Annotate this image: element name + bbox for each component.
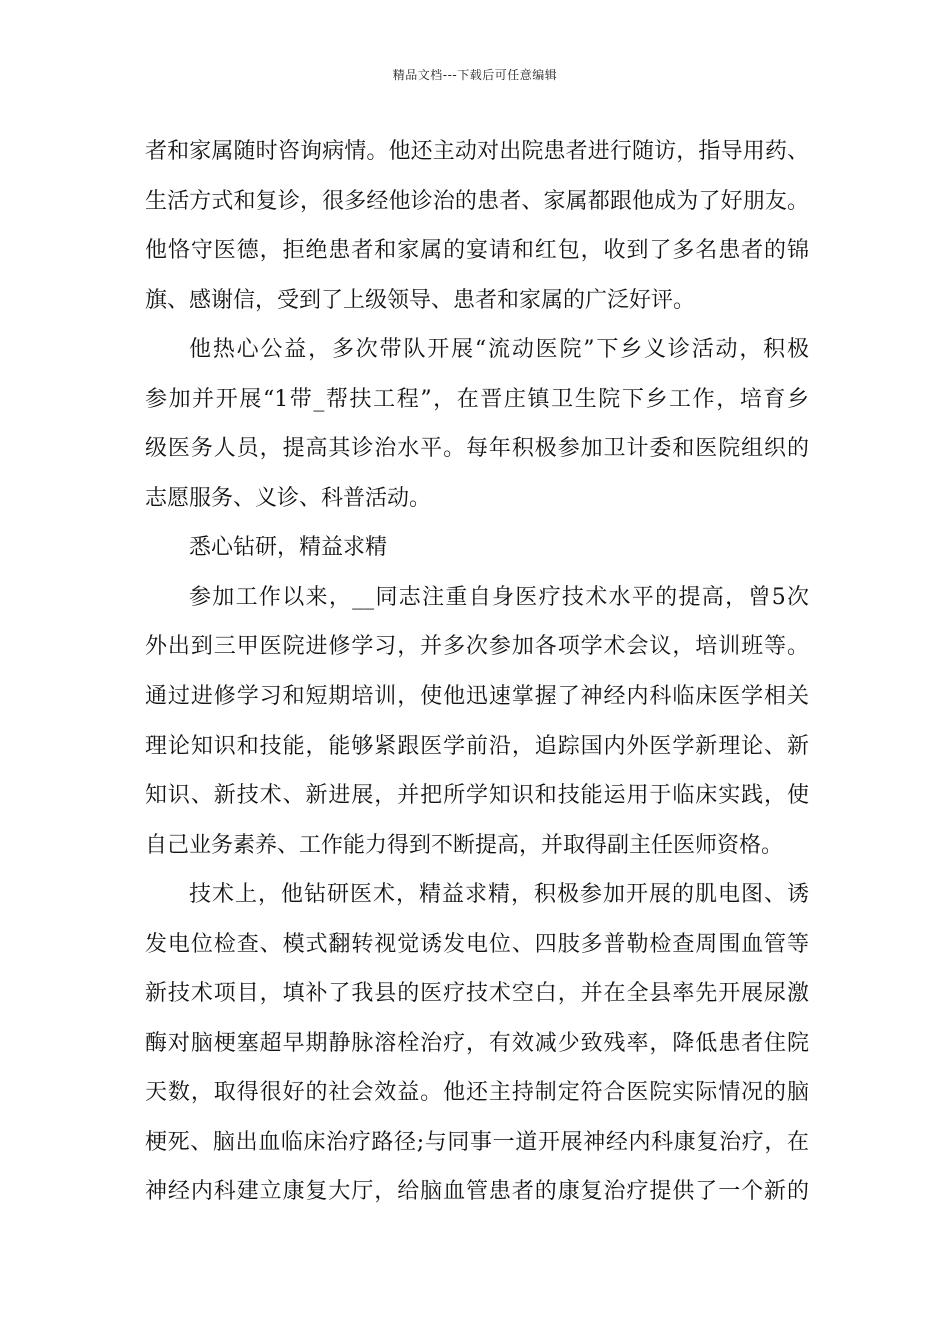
text-line: 他恪守医德，拒绝患者和家属的宴请和红包，收到了多名患者的锦 [145,238,809,264]
text-line: 天数，取得很好的社会效益。他还主持制定符合医院实际情况的脑 [145,1080,809,1106]
text-line: 酶对脑梗塞超早期静脉溶栓治疗，有效减少致残率，降低患者住院 [145,1030,809,1056]
text-line: 参加并开展“1带_帮扶工程”，在晋庄镇卫生院下乡工作，培育乡 [145,386,809,412]
text-line: 级医务人员，提高其诊治水平。每年积极参加卫计委和医院组织的 [145,436,809,462]
document-body [145,127,809,1217]
section-heading: 悉心钻研，精益求精 [189,535,388,561]
text-line: 生活方式和复诊，很多经他诊治的患者、家属都跟他成为了好朋友。 [145,188,809,214]
text-line: 神经内科建立康复大厅，给脑血管患者的康复治疗提供了一个新的 [145,1179,809,1205]
text-line: 知识、新技术、新进展，并把所学知识和技能运用于临床实践，使 [145,783,809,809]
text-line: 者和家属随时咨询病情。他还主动对出院患者进行随访，指导用药、 [145,139,809,164]
text-line: 外出到三甲医院进修学习，并多次参加各项学术会议，培训班等。 [145,634,809,660]
text-line: 志愿服务、义诊、科普活动。 [145,485,432,511]
page-header: 精品文档---下载后可任意编辑 [392,68,558,82]
text-line: 旗、感谢信，受到了上级领导、患者和家属的广泛好评。 [145,287,696,313]
text-line: 参加工作以来，__同志注重自身医疗技术水平的提高，曾5次 [189,584,809,610]
text-line: 自己业务素养、工作能力得到不断提高，并取得副主任医师资格。 [145,832,784,858]
text-line: 发电位检查、模式翻转视觉诱发电位、四肢多普勒检查周围血管等 [145,931,809,957]
text-line: 技术上，他钻研医术，精益求精，积极参加开展的肌电图、诱 [189,882,809,908]
text-line: 梗死、脑出血临床治疗路径;与同事一道开展神经内科康复治疗，在 [145,1129,809,1155]
text-line: 新技术项目，填补了我县的医疗技术空白，并在全县率先开展尿激 [145,981,809,1007]
text-line: 通过进修学习和短期培训，使他迅速掌握了神经内科临床医学相关 [145,684,809,710]
text-line: 理论知识和技能，能够紧跟医学前沿，追踪国内外医学新理论、新 [145,733,809,759]
text-line: 他热心公益，多次带队开展“流动医院”下乡义诊活动，积极 [189,337,809,363]
